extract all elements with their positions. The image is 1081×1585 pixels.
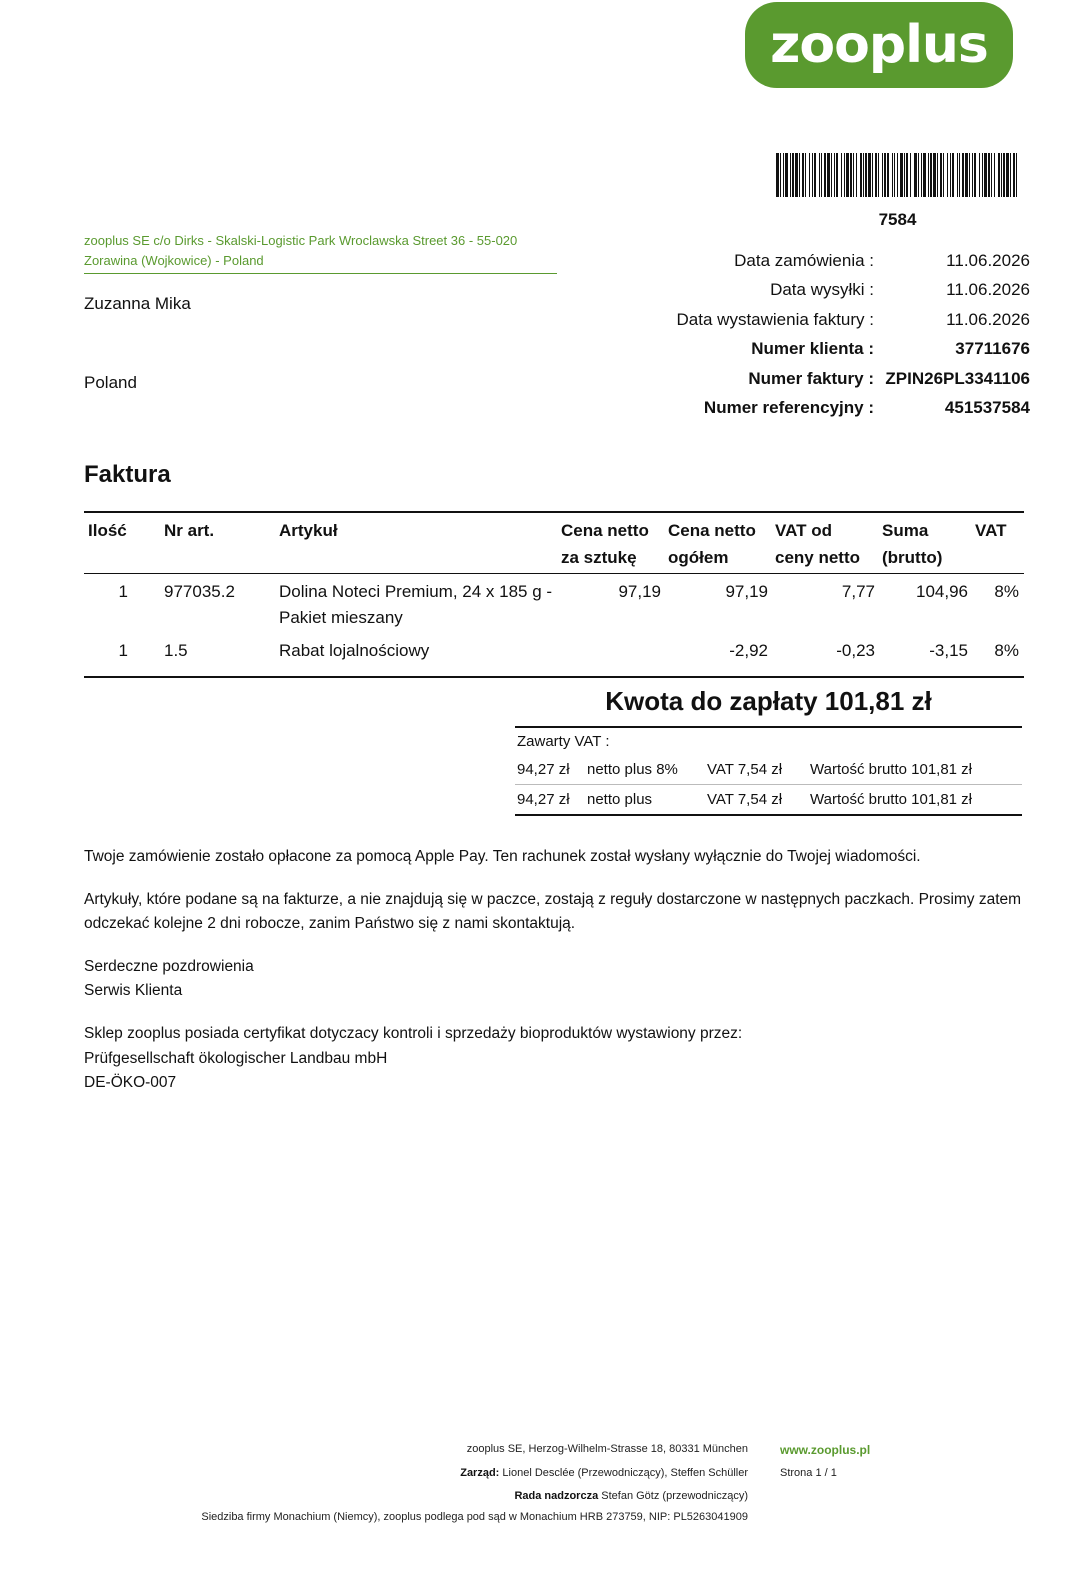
cell-vat-rate: 8% bbox=[994, 641, 1019, 660]
footer-board-label: Zarząd: bbox=[460, 1467, 500, 1479]
header-gross-sum bbox=[882, 513, 975, 573]
vat-summary bbox=[515, 726, 1022, 816]
meta-row-customer-number bbox=[560, 335, 1030, 365]
cell-gross-sum: 104,96 bbox=[916, 582, 968, 601]
footer-registry: Siedziba firmy Monachium (Niemcy), zooplus podlega pod sąd w Monachium HRB 273759, NIP: PL5263041909 bbox=[201, 1511, 748, 1523]
header-vat-amount bbox=[775, 513, 882, 573]
meta-label: Numer faktury : bbox=[748, 368, 874, 388]
document-title: Faktura bbox=[84, 461, 171, 488]
meta-label: Numer referencyjny : bbox=[703, 398, 874, 418]
header-line: za sztukę bbox=[561, 548, 637, 567]
cell-art-no: 977035.2 bbox=[164, 582, 235, 601]
cell-unit-net bbox=[561, 638, 668, 664]
header-line: VAT od bbox=[775, 521, 832, 540]
header-line: ceny netto bbox=[775, 548, 861, 567]
footer-supervisory-names: Stefan Götz (przewodniczący) bbox=[601, 1490, 748, 1502]
meta-label: Data wystawienia faktury : bbox=[676, 309, 874, 329]
vat-summary-row bbox=[515, 755, 1022, 784]
signature-line: Serwis Klienta bbox=[84, 982, 183, 999]
items-table bbox=[84, 511, 1024, 678]
meta-row-shipping-date bbox=[560, 276, 1030, 306]
amount-due: Kwota do zapłaty 101,81 zł bbox=[605, 686, 932, 716]
vat-summary-row bbox=[515, 784, 1022, 814]
cell-article: Rabat lojalnościowy bbox=[279, 641, 430, 660]
certification-note: Sklep zooplus posiada certyfikat dotyczacy kontroli i sprzedaży bioproduktów wystawiony przez: bbox=[84, 1025, 743, 1042]
footer-supervisory bbox=[48, 1490, 748, 1502]
meta-row-order-date bbox=[560, 246, 1030, 276]
barcode bbox=[776, 153, 1019, 197]
table-row bbox=[84, 631, 1024, 676]
vat-amount: VAT 7,54 zł bbox=[707, 791, 783, 808]
barcode-number: 7584 bbox=[878, 210, 917, 229]
invoice-meta bbox=[560, 246, 1030, 423]
meta-value: 37711676 bbox=[955, 339, 1030, 359]
header-vat-rate: VAT bbox=[975, 521, 1007, 540]
footer-board-names: Lionel Desclée (Przewodniczący), Steffen Schüller bbox=[502, 1467, 748, 1479]
cell-total-net: -2,92 bbox=[729, 641, 768, 660]
header-art-no: Nr art. bbox=[164, 521, 215, 540]
vat-label: netto plus 8% bbox=[587, 761, 678, 778]
header-unit-net bbox=[561, 513, 668, 573]
meta-label: Data zamówienia : bbox=[734, 250, 874, 270]
meta-value: ZPIN26PL3341106 bbox=[885, 368, 1030, 388]
header-qty: Ilość bbox=[88, 521, 127, 540]
website-link[interactable]: www.zooplus.pl bbox=[780, 1443, 871, 1457]
meta-row-reference-number bbox=[560, 394, 1030, 424]
cell-vat-amount: 7,77 bbox=[841, 582, 875, 601]
cell-vat-amount: -0,23 bbox=[836, 641, 875, 660]
table-row bbox=[84, 574, 1024, 631]
recipient-name: Zuzanna Mika bbox=[84, 294, 191, 313]
meta-value: 11.06.2026 bbox=[946, 250, 1030, 270]
cell-unit-net: 97,19 bbox=[618, 582, 661, 601]
sender-address: zooplus SE c/o Dirks - Skalski-Logistic Park Wroclawska Street 36 - 55-020 Zorawina (Wojkowice) - Poland bbox=[84, 231, 557, 274]
meta-value: 451537584 bbox=[944, 398, 1030, 418]
meta-label: Numer klienta : bbox=[751, 339, 874, 359]
cell-art-no: 1.5 bbox=[164, 641, 188, 660]
page-number: Strona 1 / 1 bbox=[780, 1467, 837, 1479]
certification-code: DE-ÖKO-007 bbox=[84, 1074, 177, 1091]
meta-value: 11.06.2026 bbox=[946, 309, 1030, 329]
footer-supervisory-label: Rada nadzorcza bbox=[514, 1490, 599, 1502]
greeting-line: Serdeczne pozdrowienia bbox=[84, 958, 254, 975]
meta-row-invoice-date bbox=[560, 305, 1030, 335]
cell-qty: 1 bbox=[118, 582, 128, 601]
cell-qty: 1 bbox=[118, 641, 128, 660]
meta-row-invoice-number bbox=[560, 364, 1030, 394]
vat-net: 94,27 zł bbox=[517, 791, 570, 808]
header-line: Suma bbox=[882, 521, 929, 540]
cell-vat-rate: 8% bbox=[994, 582, 1019, 601]
vat-gross: Wartość brutto 101,81 zł bbox=[810, 791, 973, 808]
cell-total-net: 97,19 bbox=[725, 582, 768, 601]
header-total-net bbox=[668, 513, 775, 573]
meta-value: 11.06.2026 bbox=[946, 280, 1030, 300]
cell-article: Dolina Noteci Premium, 24 x 185 g - Pakiet mieszany bbox=[279, 582, 553, 627]
meta-label: Data wysyłki : bbox=[770, 280, 874, 300]
cell-gross-sum: -3,15 bbox=[929, 641, 968, 660]
recipient-country: Poland bbox=[84, 373, 137, 392]
vat-gross: Wartość brutto 101,81 zł bbox=[810, 761, 973, 778]
vat-label: netto plus bbox=[587, 791, 653, 808]
payment-note: Twoje zamówienie zostało opłacone za pomocą Apple Pay. Ten rachunek został wysłany wyłącznie do Twojej wiadomości. bbox=[84, 848, 921, 865]
header-line: Cena netto bbox=[668, 521, 756, 540]
vat-net: 94,27 zł bbox=[517, 761, 570, 778]
header-line: ogółem bbox=[668, 548, 729, 567]
header-article: Artykuł bbox=[279, 521, 338, 540]
header-line: (brutto) bbox=[882, 548, 943, 567]
certification-body: Prüfgesellschaft ökologischer Landbau mbH bbox=[84, 1050, 388, 1067]
table-header bbox=[84, 513, 1024, 574]
header-line: Cena netto bbox=[561, 521, 649, 540]
footer-board bbox=[48, 1467, 748, 1479]
vat-amount: VAT 7,54 zł bbox=[707, 761, 783, 778]
footer-address: zooplus SE, Herzog-Wilhelm-Strasse 18, 80331 München bbox=[466, 1443, 748, 1455]
vat-summary-heading: Zawarty VAT : bbox=[517, 733, 610, 750]
delivery-note: Artykuły, które podane są na fakturze, a nie znajdują się w paczce, zostają z reguły dostarczone w następnych paczkach. Prosimy zatem odczekać kolejne 2 dni robocze, zanim Państwo się z nami skontaktują. bbox=[84, 891, 1022, 932]
zooplus-logo: zooplus bbox=[745, 2, 1013, 88]
